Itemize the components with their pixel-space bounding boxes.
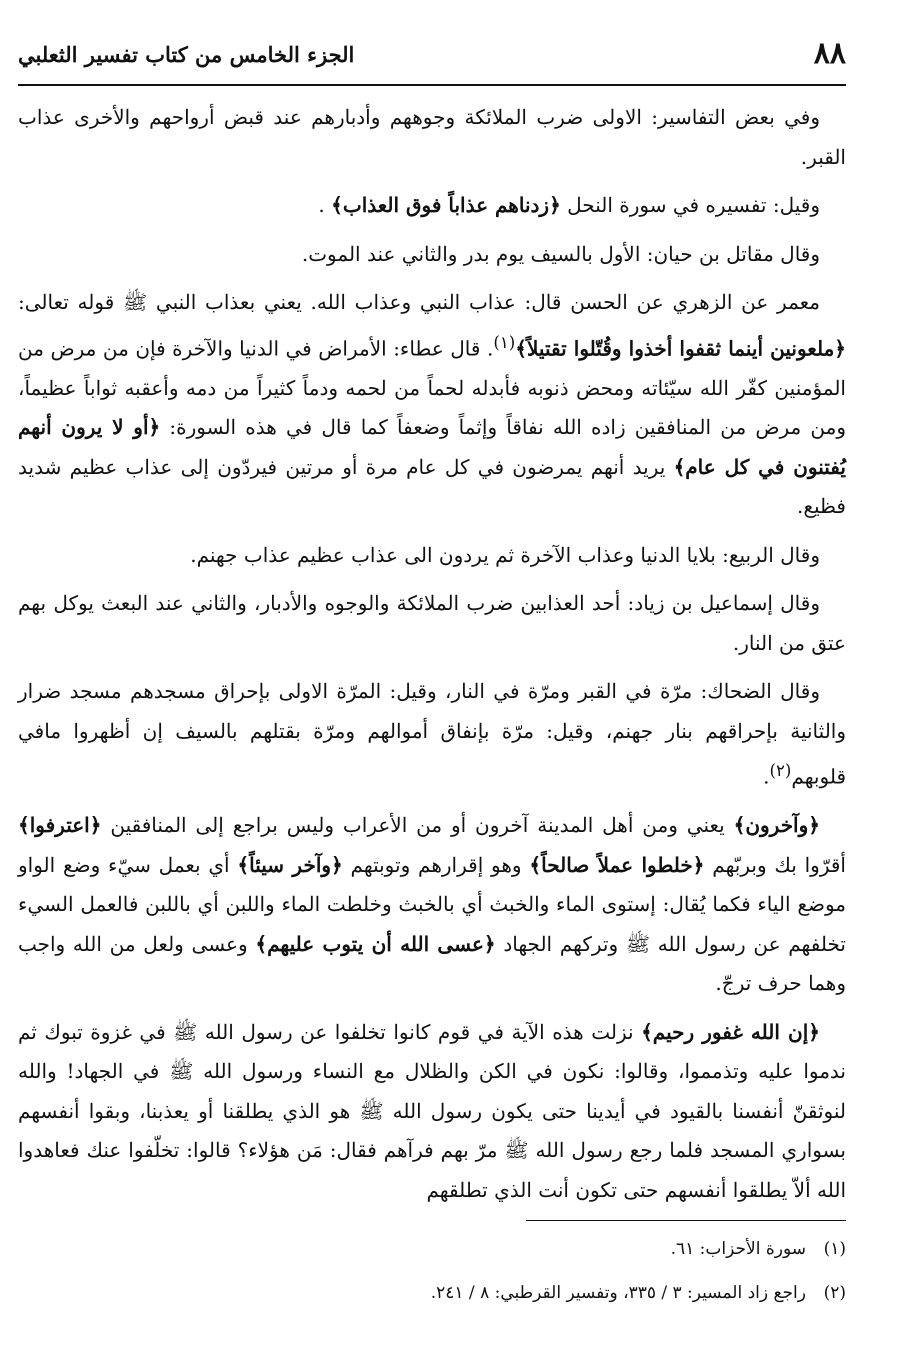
paragraph (18, 186, 846, 226)
paragraph (18, 536, 846, 576)
text-run: يعني ومن أهل المدينة آخرون أو من الأعراب وليس براجع إلى المنافقين (101, 813, 734, 838)
quran-quote: ﴿عسى الله أن يتوب عليهم﴾ (255, 931, 496, 956)
text-run: وقال الضحاك: مرّة في القبر ومرّة في النار، وقيل: المرّة الاولى بإحراق مسجدهم مسجد ضرار والثانية بإحراقهم بنار جهنم، وقيل: مرّة بإنفاق أموالهم ومرّة بقتلهم بالسيف إن أظهروا مافي قلوبهم (18, 679, 846, 789)
text-run: وعسى ولعل من الله واجب وهما حرف ترجّ. (18, 931, 846, 996)
text-run: معمر عن الزهري عن الحسن قال: عذاب النبي وعذاب الله. يعني بعذاب النبي ﷺ قوله تعالى: (18, 290, 820, 314)
main-text (18, 98, 846, 1219)
text-run: يريد أنهم يمرضون في كل عام مرة أو مرتين فيردّون إلى عذاب عظيم شديد فظيع. (18, 454, 846, 519)
text-run: أي بعمل سيّء وضع الواو موضع الياء فكما يُقال: إستوى الماء والخبث أي بالخبث وخلطت الماء واللبن أي باللبن فالعمل السيء تخلفهم عن رسول الله ﷺ وتركهم الجهاد (18, 852, 846, 956)
text-run: . (318, 193, 332, 217)
text-run: وقال مقاتل بن حيان: الأول بالسيف يوم بدر والثاني عند الموت. (301, 241, 820, 266)
quran-quote: ﴿خلطوا عملاً صالحاً﴾ (529, 852, 705, 877)
paragraph (18, 98, 846, 177)
footnote-ref: (٢) (769, 761, 792, 781)
running-title: الجزء الخامس من كتاب تفسير الثعلبي (18, 42, 355, 67)
paragraph (18, 1013, 846, 1211)
quran-quote: ﴿اعترفوا﴾ (18, 813, 102, 838)
page-header (18, 34, 846, 86)
quran-quote: ﴿إن الله غفور رحيم﴾ (641, 1019, 820, 1044)
text-run: وقيل: تفسيره في سورة النحل (560, 193, 820, 217)
quran-quote: ﴿وآخرون﴾ (733, 813, 820, 838)
quran-quote: ﴿ملعونين أينما ثقفوا أخذوا وقُتّلوا تقتيلاً﴾ (515, 336, 846, 361)
footnote-text: راجع زاد المسير: ٣ / ٣٣٥، وتفسير القرطبي: ٨ / ٢٤١. (430, 1283, 806, 1303)
footnote-number: (٢) (823, 1283, 846, 1303)
text-run: وقال الربيع: بلايا الدنيا وعذاب الآخرة ثم يردون الى عذاب عظيم عذاب جهنم. (190, 542, 820, 567)
footnote (18, 1234, 846, 1264)
quran-quote: ﴿زدناهم عذاباً فوق العذاب﴾ (331, 193, 561, 217)
footnotes (18, 1234, 846, 1322)
paragraph (18, 584, 846, 663)
text-run: وهو إقرارهم وتوبتهم (342, 852, 530, 877)
page-number: ٨٨ (813, 36, 846, 71)
text-run: . (763, 764, 770, 789)
text-run: وفي بعض التفاسير: الاولى ضرب الملائكة وجوههم وأدبارهم عند قبض أرواحهم والأخرى عذاب القبر. (18, 105, 846, 169)
footnote-number: (١) (823, 1239, 846, 1259)
footnote (18, 1278, 846, 1308)
footnote-ref: (١) (493, 332, 516, 352)
quran-quote: ﴿وآخر سيئاً﴾ (237, 852, 343, 877)
text-run: أقرّوا بك وبربّهم (704, 852, 846, 877)
paragraph (18, 806, 846, 1004)
paragraph (18, 235, 846, 275)
footnote-text: سورة الأحزاب: ٦١. (670, 1239, 806, 1259)
text-run: وقال إسماعيل بن زياد: أحد العذابين ضرب الملائكة والوجوه والأدبار، والثاني عند البعث يوكل بهم عتق من النار. (18, 591, 846, 655)
quran-quote: ﴿أو لا يرون أنهم يُفتنون في كل عام﴾ (18, 415, 846, 479)
paragraph (18, 283, 846, 527)
text-run: نزلت هذه الآية في قوم كانوا تخلفوا عن رسول الله ﷺ في غزوة تبوك ثم ندموا عليه وتذمموا، وقالوا: نكون في الكن والظلال مع النساء ورسول الله ﷺ في الجهاد! والله لنوثقنّ أنفسنا بالقيود في أيدينا حتى يكون رسول الله ﷺ هو الذي يطلقنا أو يعذبنا، وبقوا أنفسهم بسواري المسجد فلما رجع رسول الله ﷺ مرّ بهم فرآهم فقال: مَن هؤلاء؟ قالوا: تخلّفوا عنك فعاهدوا الله ألاّ يطلقوا أنفسهم حتى تكون أنت الذي تطلقهم (18, 1019, 846, 1202)
text-run: . قال عطاء: الأمراض في الدنيا والآخرة فإن من مرض من المؤمنين كفّر الله سيّئاته ومحض ذنوبه فأبدله لحماً من لحمه ودماً كثيراً من دمه وأعقبه ثواباً عظيماً، ومن مرض من المنافقين زاده الله نفاقاً وإثماً وضعفاً كما قال في هذه السورة: (18, 336, 847, 440)
paragraph (18, 672, 846, 797)
footnote-divider (526, 1220, 846, 1221)
